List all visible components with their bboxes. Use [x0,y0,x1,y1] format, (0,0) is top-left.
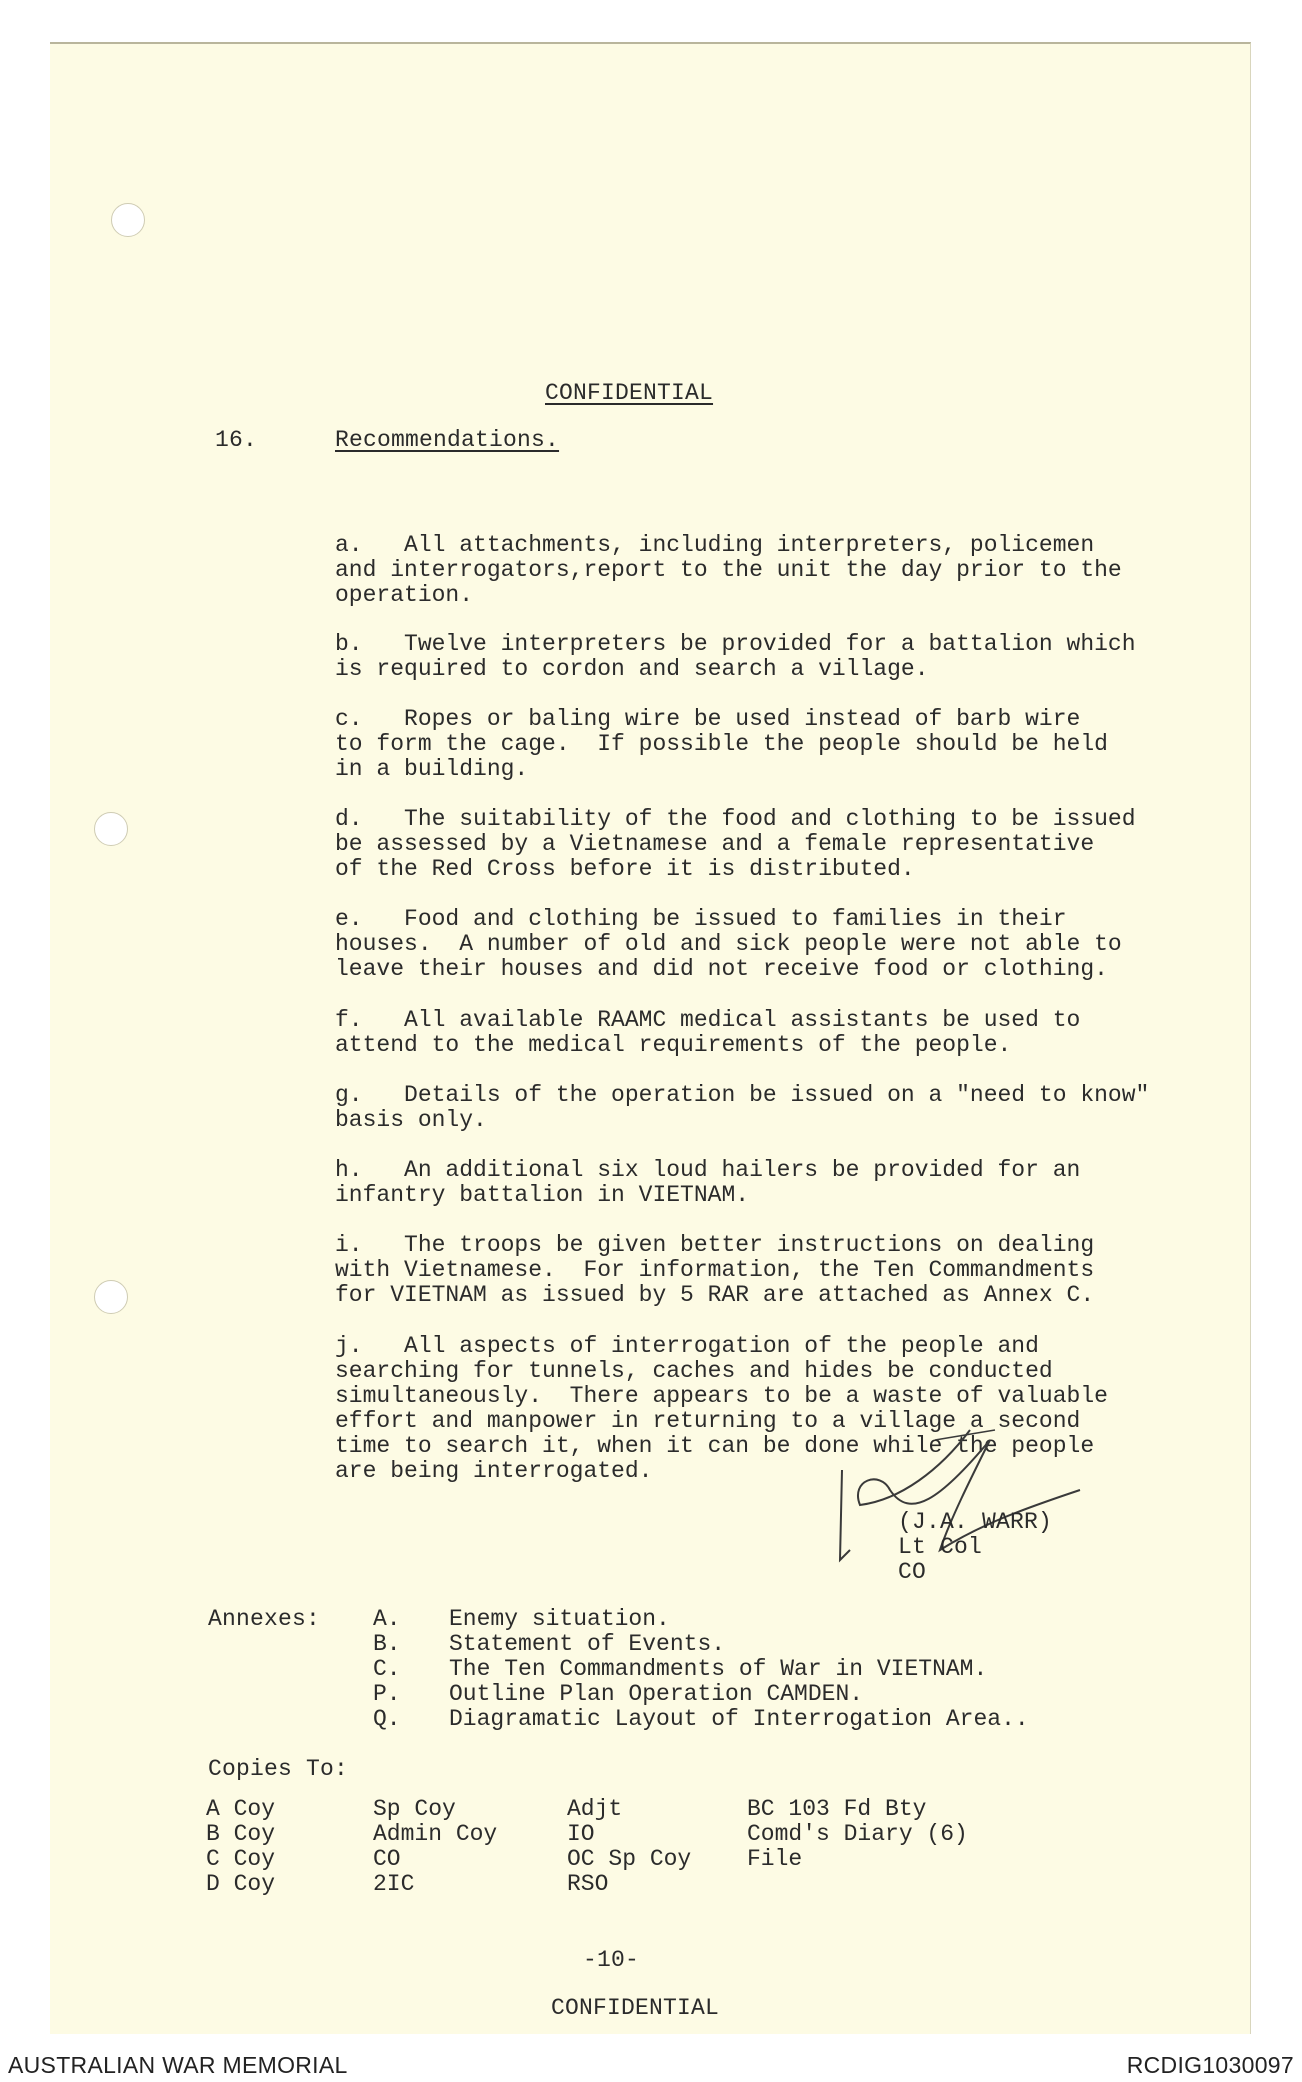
copies-label: Copies To: [208,1756,349,1782]
recommendation-d: d. The suitability of the food and clothing to be issued be assessed by a Vietnamese and a female representative of the Red Cross before it is distributed. [335,806,1136,882]
recommendation-a: a. All attachments, including interpreters, policemen and interrogators,report to the unit the day prior to the operation. [335,532,1122,608]
punch-hole [111,203,145,237]
signatory-appointment: CO [898,1559,927,1585]
recommendation-i: i. The troops be given better instructions on dealing with Vietnamese. For information, the Ten Commandments for VIETNAM as issued by 5 RAR are attached as Annex C. [335,1232,1095,1308]
recommendation-f: f. All available RAAMC medical assistants be used to attend to the medical requirements of the people. [335,1007,1081,1058]
section-title: Recommendations. [335,427,560,453]
signatory-rank: Lt Col [898,1534,983,1560]
distribution-column: BC 103 Fd Bty Comd's Diary (6) File [747,1796,968,1872]
annexes-label: Annexes: [208,1606,321,1632]
recommendation-j: j. All aspects of interrogation of the people and searching for tunnels, caches and hides be conducted simultaneously. There appears to be a waste of valuable effort and manpower in returning to a village a second time to search it, when it can be done while the people are being interrogated. [335,1333,1108,1484]
punch-hole [94,1280,128,1314]
section-number: 16. [215,427,258,453]
recommendation-g: g. Details of the operation be issued on a "need to know" basis only. [335,1082,1150,1133]
classification-header: CONFIDENTIAL [545,380,714,406]
archive-label-left: AUSTRALIAN WAR MEMORIAL [8,2052,348,2078]
recommendation-b: b. Twelve interpreters be provided for a battalion which is required to cordon and search a village. [335,631,1136,682]
distribution-column: Adjt IO OC Sp Coy RSO [567,1796,692,1897]
recommendation-h: h. An additional six loud hailers be provided for an infantry battalion in VIETNAM. [335,1157,1081,1208]
distribution-column: A Coy B Coy C Coy D Coy [206,1796,276,1897]
archive-label-right: RCDIG1030097 [1126,2052,1294,2078]
punch-hole [94,812,128,846]
signatory-name: (J.A. WARR) [898,1509,1053,1535]
annex-letters: A. B. C. P. Q. [373,1606,401,1732]
annex-titles: Enemy situation. Statement of Events. The Ten Commandments of War in VIETNAM. Outline Plan Operation CAMDEN. Diagramatic Layout of Interrogation Area.. [449,1606,1029,1732]
page-number: -10- [583,1947,640,1973]
distribution-column: Sp Coy Admin Coy CO 2IC [373,1796,498,1897]
footer-classification: CONFIDENTIAL [551,1995,720,2021]
recommendation-c: c. Ropes or baling wire be used instead of barb wire to form the cage. If possible the people should be held in a building. [335,706,1108,782]
recommendation-e: e. Food and clothing be issued to families in their houses. A number of old and sick people were not able to leave their houses and did not receive food or clothing. [335,906,1122,982]
